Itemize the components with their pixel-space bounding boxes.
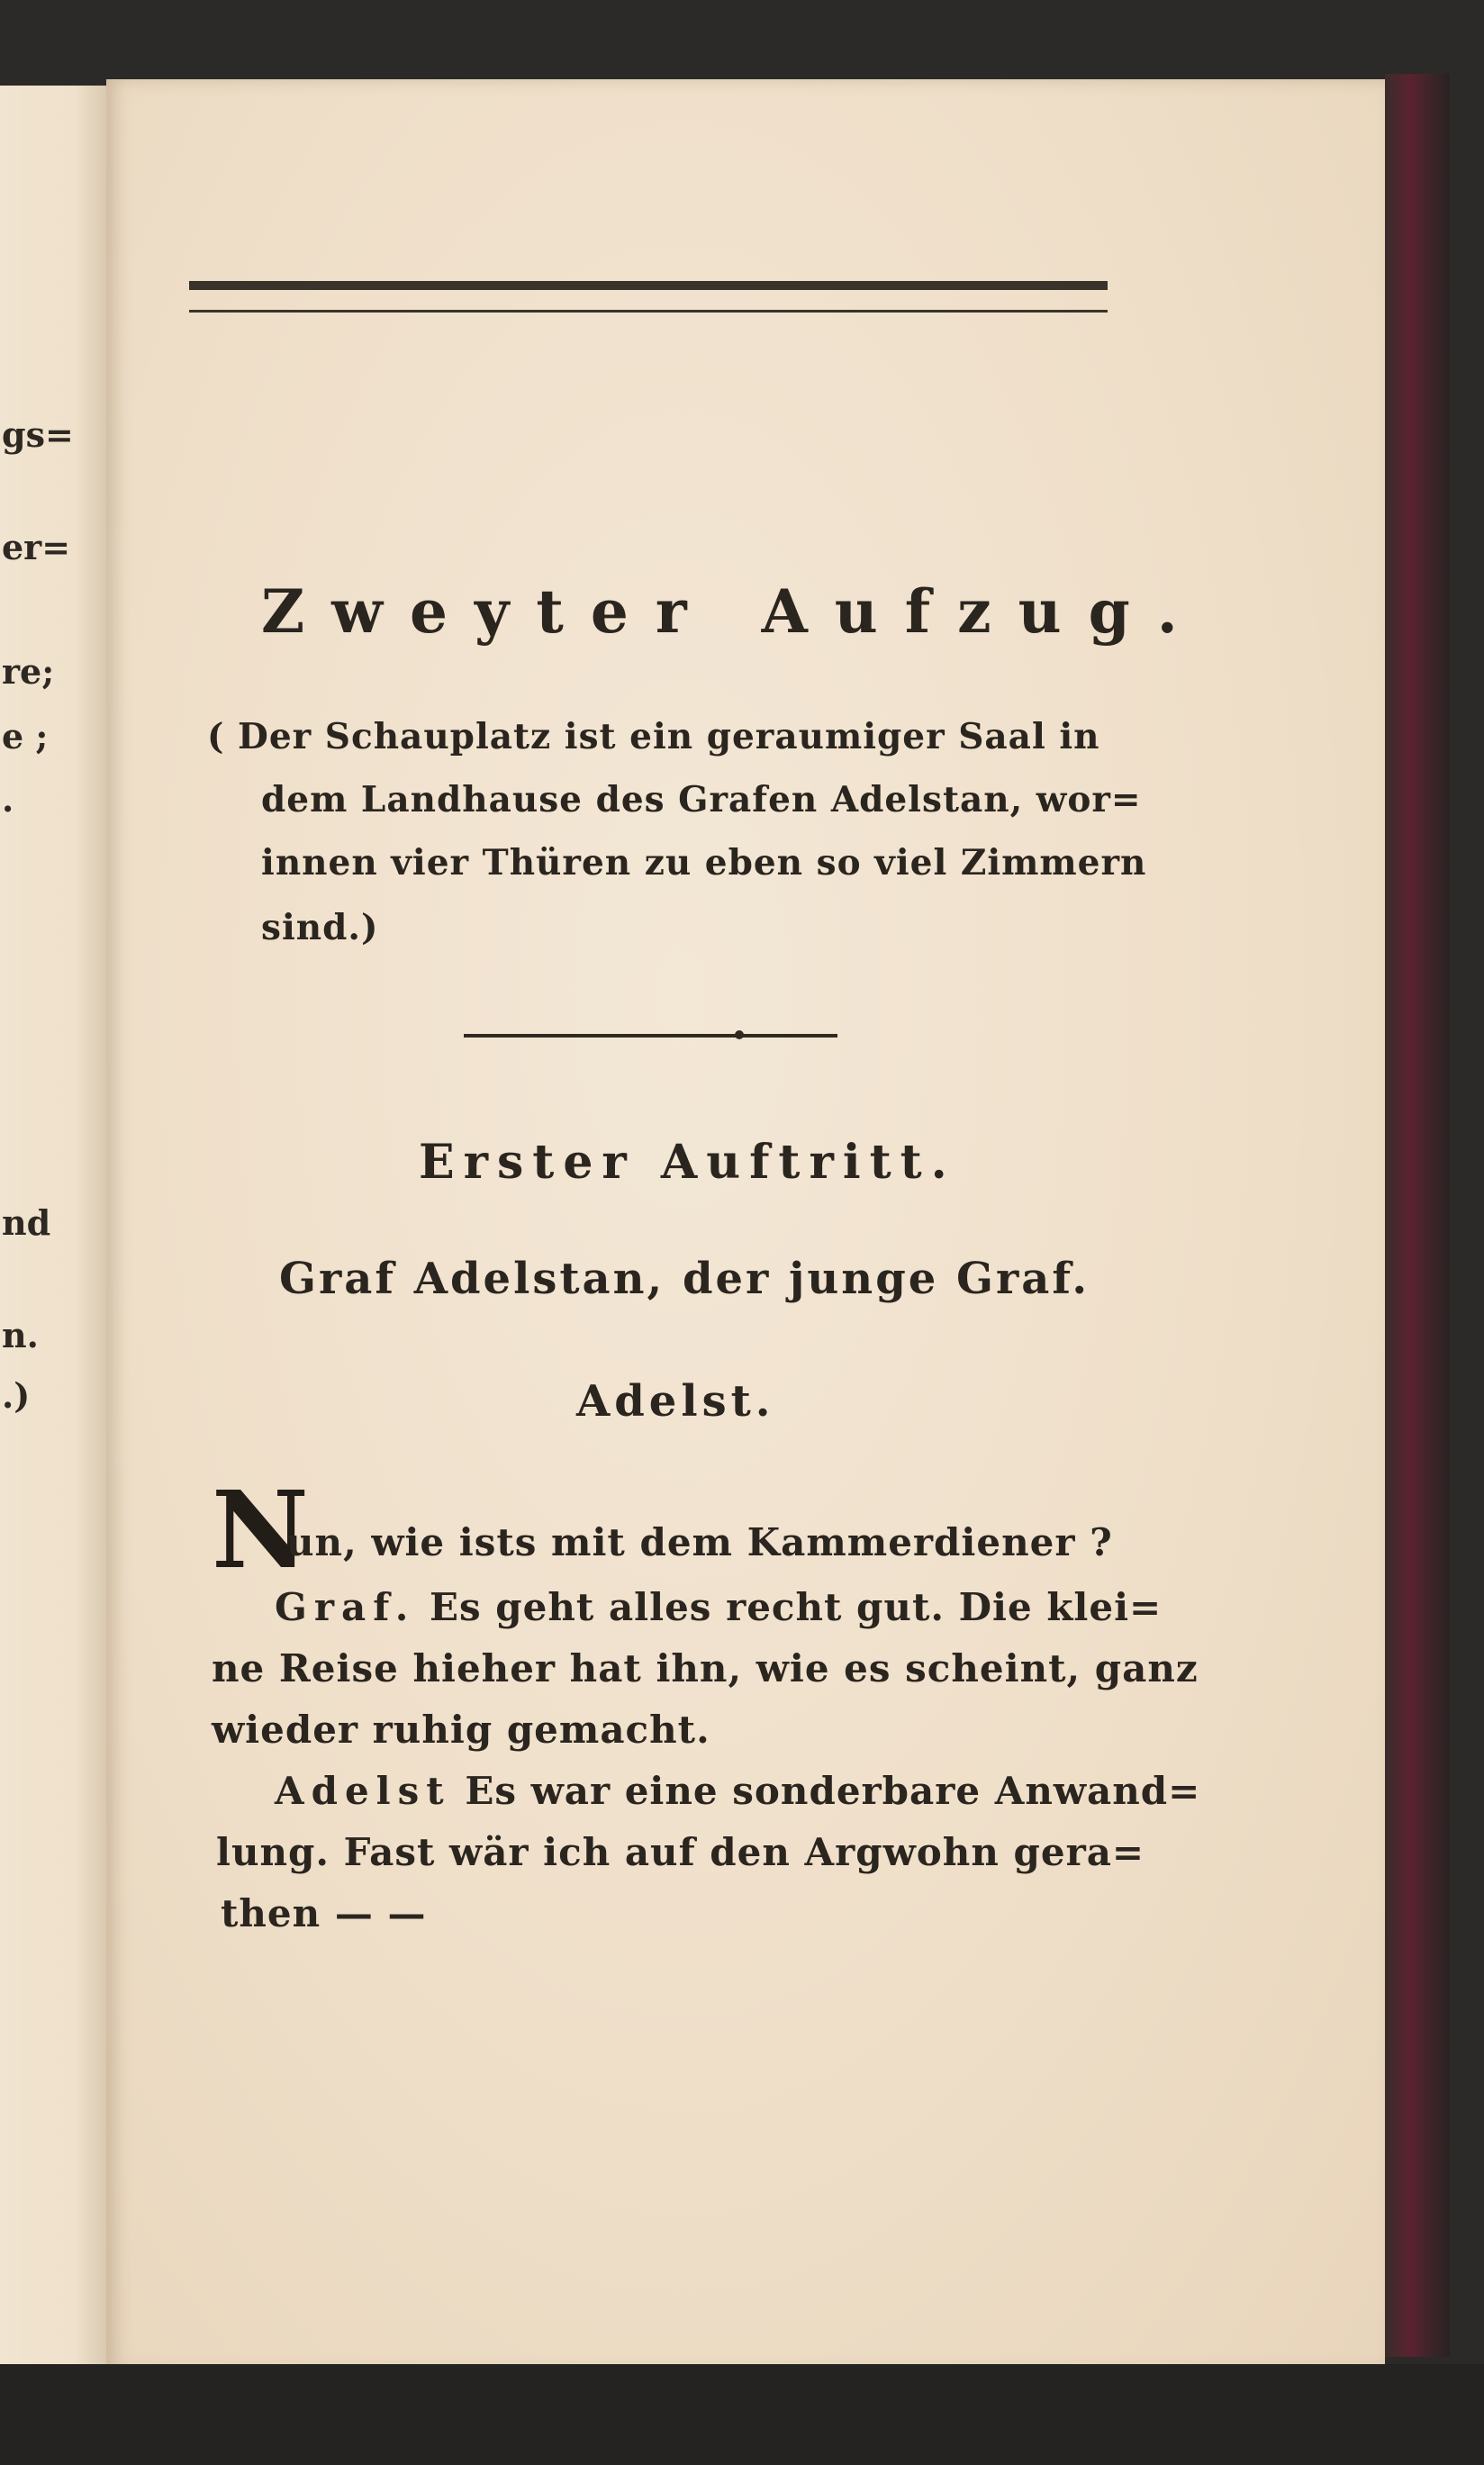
first-speaker-name: Adelst. [576,1376,775,1427]
top-rule-thin [189,310,1108,313]
drop-cap: N [212,1467,309,1592]
dialogue-line [275,1769,1200,1813]
speaker-name: Graf. [275,1585,416,1629]
left-fragment: e ; [2,716,49,757]
left-fragment: .) [2,1375,31,1416]
bottom-shadow [0,2364,1484,2465]
stage-direction-line: sind.) [261,907,379,948]
left-fragment: er= [2,527,71,567]
left-fragment: nd [2,1202,51,1243]
dialogue-text: wieder ruhig gemacht. [212,1708,710,1752]
dialogue-text: lung. Fast wär ich auf den Argwohn gera= [216,1830,1145,1874]
dialogue-text: then — — [221,1891,427,1935]
left-fragment: . [2,779,14,820]
dialogue-text: ne Reise hieher hat ihn, wie es scheint, ganz [212,1646,1199,1690]
dialogue-text: Es war eine sonderbare Anwand= [465,1769,1201,1813]
dialogue-text: un, wie ists mit dem Kammerdiener ? [286,1520,1113,1564]
left-page [0,86,109,2364]
section-divider [464,1034,837,1038]
left-fragment: gs= [2,414,74,455]
book-cover-edge [1385,74,1450,2357]
dialogue-line [286,1520,1113,1564]
scene-persons: Graf Adelstan, der junge Graf. [279,1254,1090,1304]
main-page [106,79,1385,2371]
stage-direction-line: dem Landhause des Grafen Adelstan, wor= [261,779,1142,820]
dialogue-line [221,1891,426,1935]
stage-direction-line: innen vier Thüren zu eben so viel Zimmern [261,842,1147,884]
left-fragment: n. [2,1315,39,1355]
stage-direction-line: ( Der Schauplatz ist ein geraumiger Saal in [207,716,1100,757]
section-divider-dot [735,1030,744,1039]
speaker-name: Adelst [275,1769,451,1813]
dialogue-text: Es geht alles recht gut. Die klei= [430,1585,1163,1629]
dialogue-line [275,1585,1162,1629]
scene-title: Erster Auftritt. [419,1135,956,1190]
dialogue-line [212,1646,1199,1690]
dialogue-line [216,1830,1145,1874]
top-rule-thick [189,281,1108,290]
left-fragment: re; [2,651,55,692]
dialogue-line [212,1708,710,1752]
act-title: Zweyter Aufzug. [261,576,1205,647]
